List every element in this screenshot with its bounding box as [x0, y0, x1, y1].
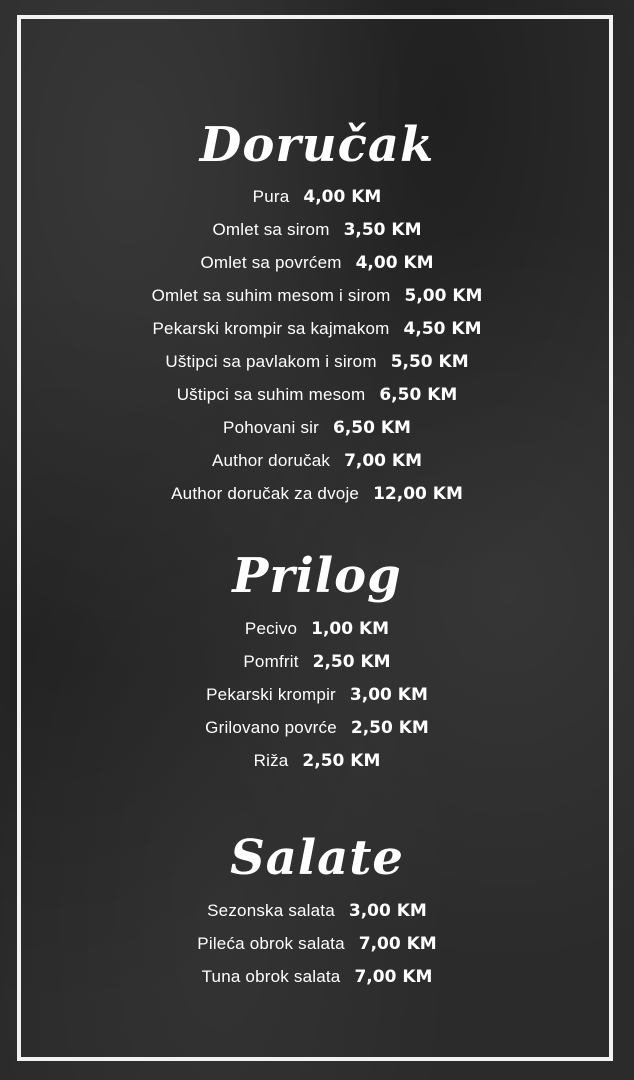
menu-item: [0, 645, 634, 678]
item-name: Omlet sa sirom: [212, 220, 330, 239]
item-price: 7,00 KM: [358, 934, 437, 954]
item-name: Pohovani sir: [223, 418, 319, 437]
salate-list: [0, 894, 634, 993]
item-price: 5,50 KM: [390, 352, 469, 372]
menu-item: [0, 927, 634, 960]
menu-item: [0, 312, 634, 345]
prilog-list: [0, 612, 634, 777]
item-price: 7,00 KM: [344, 451, 423, 471]
item-price: 12,00 KM: [373, 484, 463, 504]
menu-item: [0, 180, 634, 213]
item-price: 5,00 KM: [404, 286, 483, 306]
item-name: Riža: [253, 751, 289, 770]
menu-item: [0, 960, 634, 993]
item-name: Pura: [252, 187, 290, 206]
item-name: Author doručak: [211, 451, 331, 470]
menu-item: [0, 345, 634, 378]
menu-item: [0, 711, 634, 744]
section-title-prilog: Prilog: [232, 548, 402, 604]
item-price: 7,00 KM: [354, 967, 433, 987]
item-name: Uštipci sa suhim mesom: [176, 385, 366, 404]
item-price: 3,00 KM: [349, 685, 428, 705]
menu-item: [0, 411, 634, 444]
item-name: Tuna obrok salata: [201, 967, 341, 986]
item-price: 4,00 KM: [355, 253, 434, 273]
item-name: Pekarski krompir sa kajmakom: [152, 319, 390, 338]
item-price: 2,50 KM: [312, 652, 391, 672]
item-price: 4,00 KM: [303, 187, 382, 207]
item-price: 3,00 KM: [348, 901, 427, 921]
item-name: Pileća obrok salata: [197, 934, 345, 953]
dorucak-list: [0, 180, 634, 510]
item-name: Pomfrit: [243, 652, 299, 671]
menu-item: [0, 744, 634, 777]
item-name: Uštipci sa pavlakom i sirom: [165, 352, 377, 371]
menu-item: [0, 279, 634, 312]
item-name: Sezonska salata: [207, 901, 335, 920]
item-price: 6,50 KM: [333, 418, 411, 438]
menu-item: [0, 612, 634, 645]
menu-item: [0, 678, 634, 711]
menu-item: [0, 378, 634, 411]
section-title-salate: Salate: [230, 830, 404, 886]
menu-item: [0, 213, 634, 246]
item-name: Pekarski krompir: [206, 685, 336, 704]
menu-item: [0, 894, 634, 927]
section-title-dorucak: Doručak: [199, 117, 435, 173]
item-price: 2,50 KM: [302, 751, 381, 771]
menu-item: [0, 477, 634, 510]
item-name: Author doručak za dvoje: [171, 484, 360, 503]
item-name: Pecivo: [244, 619, 298, 638]
menu-item: [0, 246, 634, 279]
item-price: 4,50 KM: [403, 319, 482, 339]
item-name: Omlet sa povrćem: [200, 253, 342, 272]
menu-item: [0, 444, 634, 477]
item-price: 6,50 KM: [379, 385, 458, 405]
item-name: Omlet sa suhim mesom i sirom: [151, 286, 391, 305]
item-name: Grilovano povrće: [205, 718, 337, 737]
item-price: 3,50 KM: [343, 220, 422, 240]
item-price: 2,50 KM: [350, 718, 429, 738]
item-price: 1,00 KM: [311, 619, 390, 639]
